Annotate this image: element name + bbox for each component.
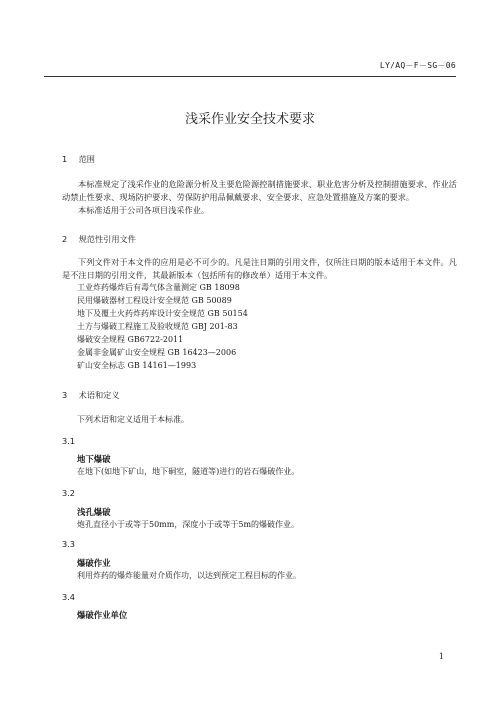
section-number: 3 <box>62 390 68 400</box>
reference-item: 民用爆破器材工程设计安全规范 GB 50089 <box>77 296 232 305</box>
section-1-heading <box>62 154 95 165</box>
subsection-number: 3.2 <box>62 488 76 498</box>
subsection-number: 3.1 <box>62 436 76 446</box>
reference-item: 爆破安全规程 GB6722-2011 <box>77 335 184 344</box>
term-definition: 炮孔直径小于或等于50mm，深度小于或等于5m的爆破作业。 <box>77 520 300 529</box>
reference-item: 矿山安全标志 GB 14161—1993 <box>77 361 197 370</box>
term-definition: 利用炸药的爆炸能量对介质作功，以达到预定工程目标的作业。 <box>77 571 301 580</box>
term-name: 地下爆破 <box>77 454 111 464</box>
section-title: 规范性引用文件 <box>78 234 136 244</box>
term-name: 浅孔爆破 <box>77 507 111 517</box>
section-2-paragraph-1: 下列文件对于本文件的应用是必不可少的。凡是注日期的引用文件，仅所注日期的版本适用于本文件。凡是不注日期的引用文件，其最新版本（包括所有的修改单）适用于本文件。 <box>62 257 457 280</box>
document-code: LY/AQ－F－SG－06 <box>379 61 456 70</box>
section-1-paragraph-1: 本标准规定了浅采作业的危险源分析及主要危险源控制措施要求、职业危害分析及控制措施要求、作业活动禁止性要求、现场防护要求、劳保防护用品佩戴要求、安全要求、应急处置措施及方案的要求。 <box>62 179 457 202</box>
section-title: 术语和定义 <box>78 390 120 400</box>
reference-item: 地下及覆土火药炸药库设计安全规范 GB 50154 <box>77 309 248 318</box>
document-title: 浅采作业安全技术要求 <box>184 112 315 127</box>
section-number: 1 <box>62 154 68 164</box>
section-number: 2 <box>62 234 68 244</box>
term-name: 爆破作业单位 <box>77 610 128 620</box>
section-1-paragraph-2: 本标准适用于公司各项目浅采作业。 <box>78 205 210 215</box>
section-2-heading <box>62 234 136 245</box>
term-definition: 在地下(如地下矿山，地下硐室，隧道等)进行的岩石爆破作业。 <box>77 467 300 476</box>
section-3-heading <box>62 390 120 401</box>
term-name: 爆破作业 <box>77 558 111 568</box>
reference-item: 土方与爆破工程施工及验收规范 GBJ 201-83 <box>77 322 238 331</box>
section-title: 范围 <box>78 154 95 164</box>
reference-item: 工业炸药爆炸后有毒气体含量测定 GB 18098 <box>77 283 240 292</box>
subsection-number: 3.3 <box>62 539 76 549</box>
page-number: 1 <box>438 652 444 661</box>
reference-item: 金属非金属矿山安全规程 GB 16423—2006 <box>77 348 237 357</box>
section-3-intro: 下列术语和定义适用于本标准。 <box>77 415 189 424</box>
subsection-number: 3.4 <box>62 592 76 602</box>
header-rule <box>44 76 456 77</box>
